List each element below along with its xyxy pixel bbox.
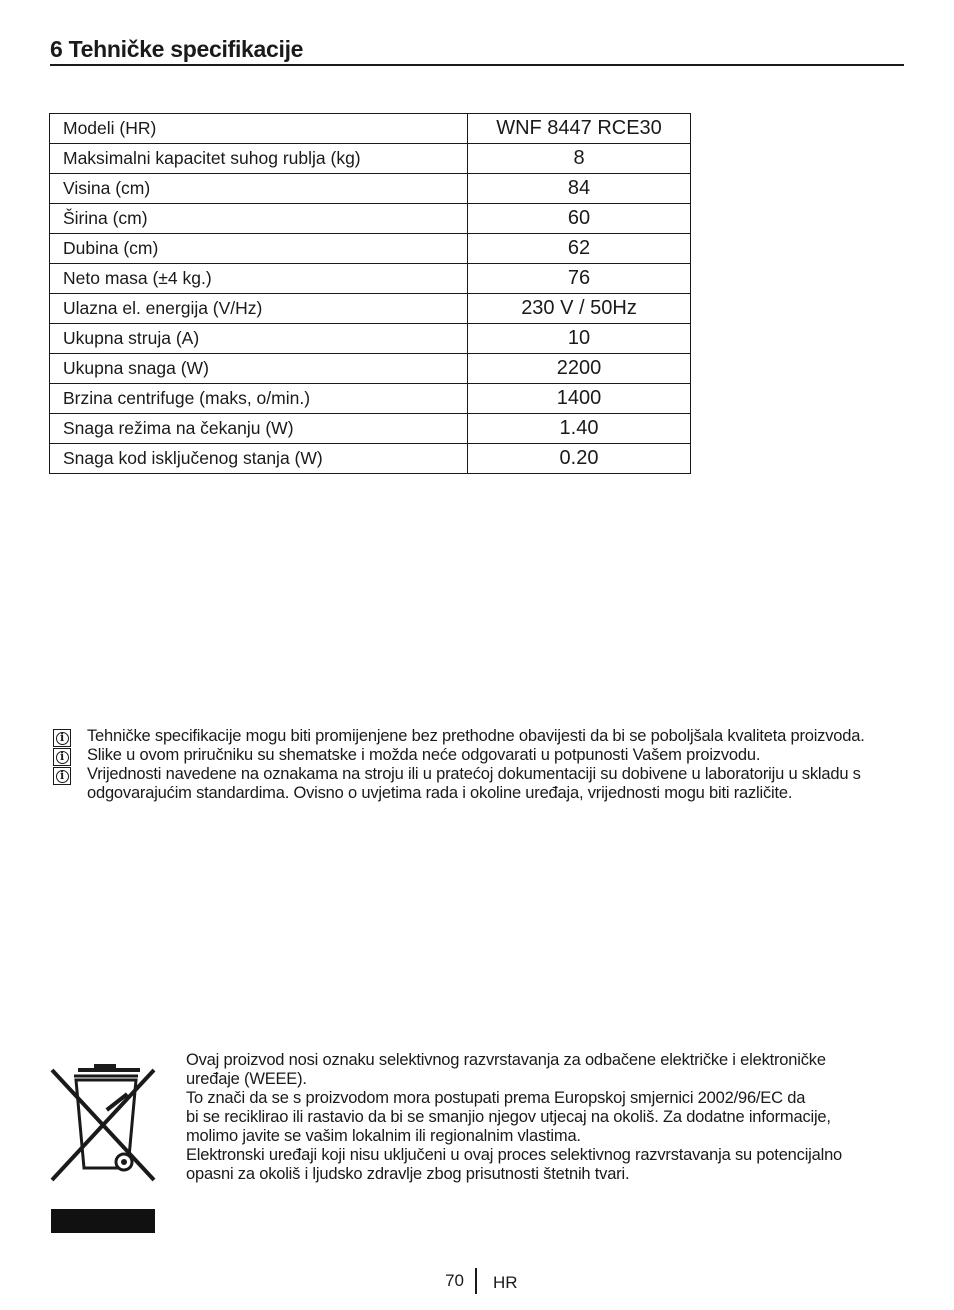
spec-label: Modeli (HR): [50, 114, 468, 144]
spec-value: 230 V / 50Hz: [468, 294, 691, 324]
spec-table: [49, 113, 691, 474]
crossed-out-wheelie-bin-icon: [48, 1060, 158, 1185]
spec-label: Širina (cm): [50, 204, 468, 234]
table-row: [50, 384, 691, 414]
weee-line: bi se reciklirao ili rastavio da bi se smanjio njegov utjecaj na okoliš. Za dodatne informacije,: [186, 1108, 831, 1126]
footer-divider: [475, 1268, 477, 1294]
table-row: [50, 234, 691, 264]
info-notes: [53, 727, 923, 803]
page-footer: [0, 1268, 954, 1298]
weee-line: molimo javite se vašim lokalnim ili regionalnim vlastima.: [186, 1127, 581, 1145]
spec-value: 1400: [468, 384, 691, 414]
spec-label: Neto masa (±4 kg.): [50, 264, 468, 294]
spec-label: Dubina (cm): [50, 234, 468, 264]
spec-label: Snaga kod isključenog stanja (W): [50, 444, 468, 474]
table-row: [50, 114, 691, 144]
weee-line: Elektronski uređaji koji nisu uključeni u ovaj proces selektivnog razvrstavanja su potencijalno: [186, 1146, 843, 1164]
spec-label: Ukupna snaga (W): [50, 354, 468, 384]
note-text: Slike u ovom priručniku su shematske i možda neće odgovarati u potpunosti Vašem proizvodu.: [87, 746, 761, 764]
note-text: Tehničke specifikacije mogu biti promijenjene bez prethodne obavijesti da bi se poboljšala kvaliteta proizvoda.: [87, 727, 865, 745]
spec-label: Brzina centrifuge (maks, o/min.): [50, 384, 468, 414]
spec-value: 2200: [468, 354, 691, 384]
info-note: [53, 746, 923, 765]
table-row: [50, 444, 691, 474]
info-icon: [53, 729, 71, 747]
page-number: 70: [445, 1271, 464, 1290]
note-text: Vrijednosti navedene na oznakama na stroju ili u pratećoj dokumentaciji su dobivene u laboratoriju u skladu s odgovarajućim standardima. Ovisno o uvjetima rada i okoline uređaja, vrijednosti mogu biti različite.: [87, 765, 861, 802]
spec-value: 76: [468, 264, 691, 294]
table-row: [50, 144, 691, 174]
language-code: HR: [493, 1273, 518, 1292]
section-heading: [50, 34, 904, 66]
info-note: [53, 727, 923, 746]
table-row: [50, 354, 691, 384]
info-icon: [53, 767, 71, 785]
info-icon: [53, 748, 71, 766]
table-row: [50, 174, 691, 204]
spec-value: WNF 8447 RCE30: [468, 114, 691, 144]
spec-label: Maksimalni kapacitet suhog rublja (kg): [50, 144, 468, 174]
spec-value: 0.20: [468, 444, 691, 474]
weee-line: To znači da se s proizvodom mora postupati prema Europskoj smjernici 2002/96/EC da: [186, 1089, 806, 1107]
info-note: [53, 765, 923, 803]
table-row: [50, 294, 691, 324]
spec-label: Ulazna el. energija (V/Hz): [50, 294, 468, 324]
weee-notice: [186, 1051, 916, 1184]
weee-line: opasni za okoliš i ljudsko zdravlje zbog prisutnosti štetnih tvari.: [186, 1165, 630, 1183]
table-row: [50, 324, 691, 354]
spec-value: 60: [468, 204, 691, 234]
spec-value: 62: [468, 234, 691, 264]
page-title: 6 Tehničke specifikacije: [50, 36, 304, 62]
table-row: [50, 414, 691, 444]
spec-value: 8: [468, 144, 691, 174]
spec-label: Ukupna struja (A): [50, 324, 468, 354]
spec-value: 84: [468, 174, 691, 204]
spec-label: Visina (cm): [50, 174, 468, 204]
spec-label: Snaga režima na čekanju (W): [50, 414, 468, 444]
spec-value: 1.40: [468, 414, 691, 444]
weee-line: Ovaj proizvod nosi oznaku selektivnog razvrstavanja za odbačene električke i elektroničke: [186, 1051, 826, 1069]
weee-bar: [51, 1209, 155, 1233]
weee-line: uređaje (WEEE).: [186, 1070, 307, 1088]
table-row: [50, 204, 691, 234]
table-row: [50, 264, 691, 294]
spec-value: 10: [468, 324, 691, 354]
